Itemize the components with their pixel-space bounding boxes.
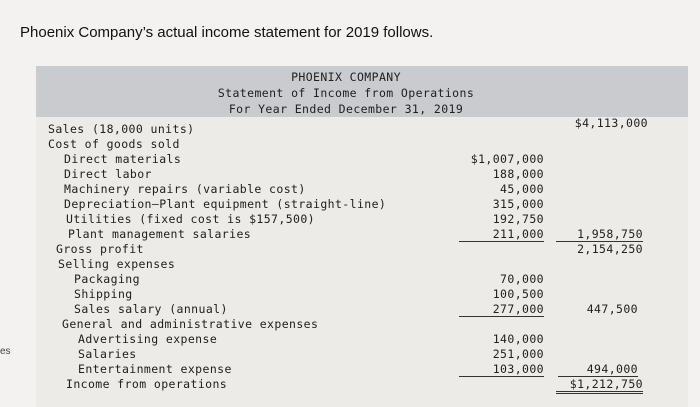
amount-cell: 100,500 bbox=[492, 287, 544, 301]
amount-cell: 1,958,750 bbox=[556, 227, 643, 242]
row-label: Machinery repairs (variable cost) bbox=[64, 182, 306, 196]
row-label: Direct labor bbox=[64, 167, 152, 181]
row-label: Direct materials bbox=[64, 152, 182, 166]
row-label: Packaging bbox=[74, 272, 140, 286]
amount-cell: 140,000 bbox=[492, 332, 544, 346]
amount-cell: 277,000 bbox=[459, 302, 544, 317]
row-label: Depreciation—Plant equipment (straight-line) bbox=[64, 197, 387, 211]
row-label: Advertising expense bbox=[78, 332, 218, 346]
amount-cell: $4,113,000 bbox=[574, 116, 648, 130]
row-label: Selling expenses bbox=[58, 257, 176, 271]
statement-period: For Year Ended December 31, 2019 bbox=[228, 102, 464, 116]
amount-cell: 315,000 bbox=[492, 197, 544, 211]
row-label: Utilities (fixed cost is $157,500) bbox=[66, 212, 316, 226]
row-label: Sales salary (annual) bbox=[74, 302, 228, 316]
row-label: Sales (18,000 units) bbox=[48, 122, 195, 136]
amount-cell: 103,000 bbox=[459, 362, 544, 377]
amount-cell: 192,750 bbox=[492, 212, 544, 226]
amount-cell: 45,000 bbox=[500, 182, 544, 196]
row-label: Plant management salaries bbox=[68, 227, 252, 241]
amount-cell: 447,500 bbox=[586, 302, 638, 316]
amount-cell: $1,007,000 bbox=[470, 152, 544, 166]
row-label: Shipping bbox=[74, 287, 133, 301]
amount-cell: 2,154,250 bbox=[577, 242, 643, 256]
income-statement bbox=[36, 66, 688, 407]
amount-cell: 251,000 bbox=[492, 347, 544, 361]
question-text: Phoenix Company’s actual income statement for 2019 follows. bbox=[20, 24, 434, 41]
amount-cell: 70,000 bbox=[500, 272, 544, 286]
amount-cell: 211,000 bbox=[459, 227, 544, 242]
amount-cell: 494,000 bbox=[558, 362, 638, 377]
row-label: General and administrative expenses bbox=[62, 317, 319, 331]
amount-cell: $1,212,750 bbox=[556, 377, 643, 394]
company-name: PHOENIX COMPANY bbox=[291, 70, 401, 84]
amount-cell: 188,000 bbox=[492, 167, 544, 181]
row-label: Salaries bbox=[78, 347, 137, 361]
row-label: Income from operations bbox=[66, 377, 228, 391]
row-label: Entertainment expense bbox=[78, 362, 232, 376]
edge-fragment-text: es bbox=[0, 346, 11, 357]
statement-title: Statement of Income from Operations bbox=[217, 86, 475, 100]
row-label: Gross profit bbox=[56, 242, 144, 256]
row-label: Cost of goods sold bbox=[48, 137, 180, 151]
